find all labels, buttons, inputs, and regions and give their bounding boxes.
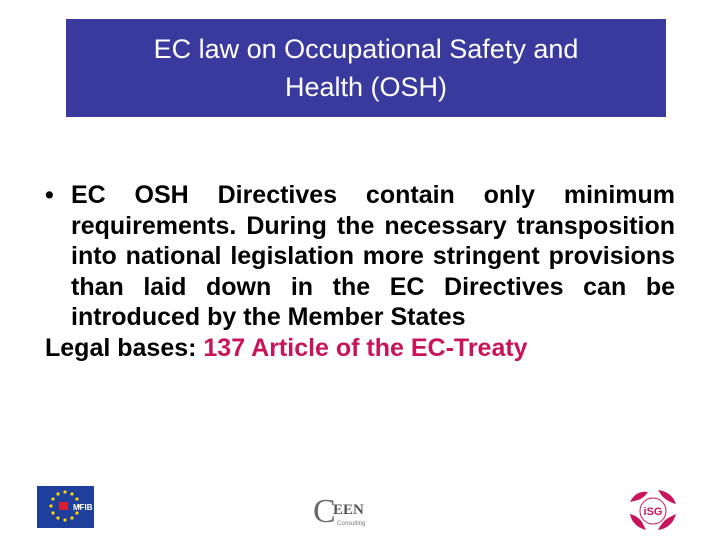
flag-mark-icon bbox=[59, 502, 68, 510]
legal-bases-label: Legal bases: bbox=[45, 333, 204, 362]
isg-logo-text: iSG bbox=[643, 506, 663, 518]
eu-logo-text: MFIB bbox=[73, 503, 93, 512]
legal-bases-reference: 137 Article of the EC-Treaty bbox=[203, 333, 528, 362]
een-c-mark-icon: C bbox=[313, 493, 336, 530]
slide-body bbox=[45, 180, 675, 363]
bullet-dot-icon: • bbox=[45, 181, 54, 209]
slide-title bbox=[154, 30, 579, 106]
slide-title-box bbox=[66, 19, 666, 117]
een-consulting-logo bbox=[313, 492, 385, 530]
eu-flag-logo bbox=[37, 486, 94, 528]
isg-logo bbox=[624, 484, 682, 534]
een-logo-text: EEN bbox=[333, 502, 364, 518]
bullet-item bbox=[45, 180, 675, 333]
legal-bases-line bbox=[45, 333, 675, 364]
slide-title-line-1: EC law on Occupational Safety and bbox=[153, 34, 579, 64]
bullet-text: EC OSH Directives contain only minimum requirements. During the necessary transposition into national legislation more stringent provisions than laid down in the EC Directives can be introduced by the Member States bbox=[71, 181, 675, 331]
een-logo-subtext: Consulting bbox=[337, 521, 366, 527]
slide-title-line-2: Health (OSH) bbox=[284, 72, 448, 102]
